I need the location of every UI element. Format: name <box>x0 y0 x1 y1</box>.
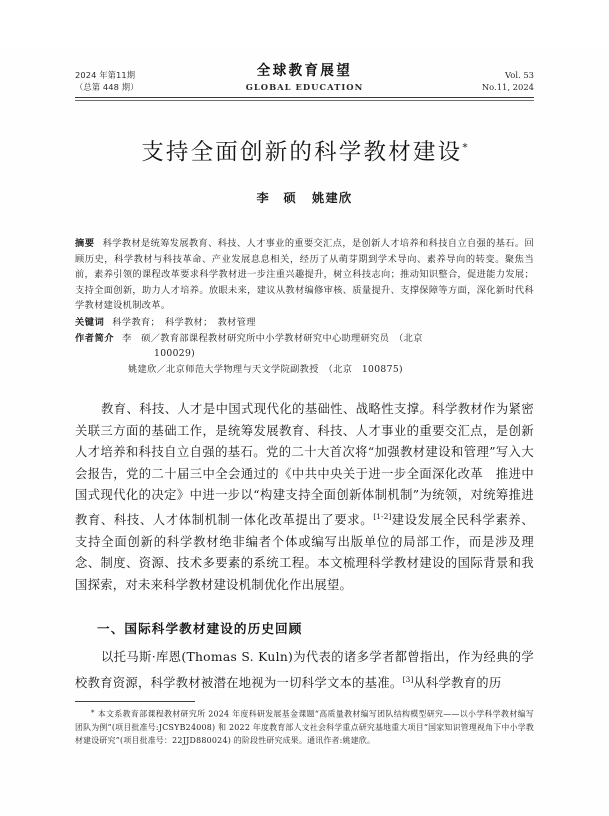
article-authors <box>75 189 534 206</box>
body-paragraph-1-text-a: 教育、科技、人才是中国式现代化的基础性、战略性支撑。科学教材作为紧密关联三方面的基础工作，是统筹发展教育、科技、人才事业的重要交汇点，是创新人才培养和科技自立自强的基石。党的二十大首次将“加强教材建设和管理”写入大会报告，党的二十届三中全会通过的《中共中央关于进一步全面深化改革 推进中国式现代化的决定》中进一步以“构建支持全面创新体制机制”为统领，对统筹推进教育、科技、人才体制机制一体化改革提出了要求。 <box>75 402 534 528</box>
footnote-text <box>75 707 534 747</box>
volume-info <box>482 69 534 94</box>
journal-masthead <box>75 46 534 94</box>
abstract-text: 科学教材是统筹发展教育、科技、人才事业的重要交汇点，是创新人才培养和科技自立自强的基石。回顾历史，科学教材与科技革命、产业发展息息相关，经历了从萌芽期到学术导向、素养导向的转变。聚焦当前，素养引领的课程改革要求科学教材进一步注重兴趣提升，树立科技志向；推动知识整合，促进能力发展；支持全面创新，助力人才培养。放眼未来，建议从教材编修审核、质量提升、支撑保障等方面，深化新时代科学教材建设机制改革。 <box>75 238 535 312</box>
abstract-section <box>75 236 534 377</box>
abstract-label: 摘要 <box>75 238 95 250</box>
issue-serial-number: （总第 448 期） <box>75 81 139 92</box>
author-name-2: 姚建欣 <box>312 191 353 206</box>
body-paragraph-2-text-b: 从科学教育的历 <box>413 675 502 690</box>
article-title <box>75 133 534 168</box>
author-bio-line-3 <box>75 362 534 378</box>
journal-name-english: GLOBAL EDUCATION <box>245 82 364 92</box>
body-paragraph-2 <box>75 647 534 694</box>
journal-title-block <box>75 63 534 93</box>
volume-number: Vol. 53 <box>505 69 534 80</box>
citation-ref-2: [3] <box>402 674 414 684</box>
issue-number-year: No.11, 2024 <box>481 81 534 92</box>
article-body <box>75 399 534 694</box>
journal-name-chinese: 全球教育展望 <box>256 62 353 80</box>
author-bio-text-1: 李 硕／教育部课程教材研究所中小学教材研究中心助理研究员 （北京 <box>122 332 423 344</box>
author-bio-postcode-1: 100029) <box>154 348 196 360</box>
article-title-text: 支持全面创新的科学教材建设 <box>141 139 463 166</box>
issue-info <box>75 69 139 94</box>
journal-article-page <box>0 46 609 816</box>
footnote-marker: * <box>91 709 95 718</box>
keywords-label: 关键词 <box>75 317 105 329</box>
footnote-body: 本文系教育部课程教材研究所 2024 年度科研发展基金课题“高质量教材编写团队结构模型研究——以小学科学教材编写团队为例”(项目批准号:JCSYB24008) 和 2022 年度教育部人文社会科学重点研究基地重大项目“国家知识管理视角下中小学教材建设研究”(项目批准号：22JJD880024) 的阶段性研究成果。通讯作者:姚建欣。 <box>75 709 534 745</box>
footnote-divider <box>75 701 195 702</box>
keywords-text: 科学教育； 科学教材； 教材管理 <box>112 317 256 329</box>
abstract-paragraph <box>75 236 534 314</box>
body-paragraph-2-text-a: 以托马斯·库恩(Thomas S. Kuln)为代表的诸多学者都曾指出，作为经典的学校教育资源，科学教材被潜在地视为一切科学文本的基准。 <box>75 650 534 690</box>
issue-year-number: 2024 年第11期 <box>75 69 136 80</box>
keywords-line <box>75 315 534 331</box>
header-divider <box>75 97 534 101</box>
section-heading-1: 一、国际科学教材建设的历史回顾 <box>97 621 303 637</box>
author-bio-line-2 <box>75 346 534 362</box>
author-name-1: 李 硕 <box>256 191 297 206</box>
author-bio-text-2: 姚建欣／北京师范大学物理与天文学院副教授 （北京 100875) <box>128 363 403 375</box>
author-bio-line-1 <box>75 331 534 347</box>
body-paragraph-1 <box>75 399 534 596</box>
citation-ref-1: [1-2] <box>373 512 392 522</box>
author-bio-label: 作者简介 <box>75 332 115 344</box>
title-footnote-marker: * <box>462 140 468 154</box>
body-paragraph-1-text-b: 建设发展全民科学素养、支持全面创新的科学教材绝非编者个体或编写出版单位的局部工作，而是涉及理念、制度、资源、技术多要素的系统工程。本文梳理科学教材建设的国际背景和我国探索，对未来科学教材建设机制优化作出展望。 <box>75 513 534 592</box>
